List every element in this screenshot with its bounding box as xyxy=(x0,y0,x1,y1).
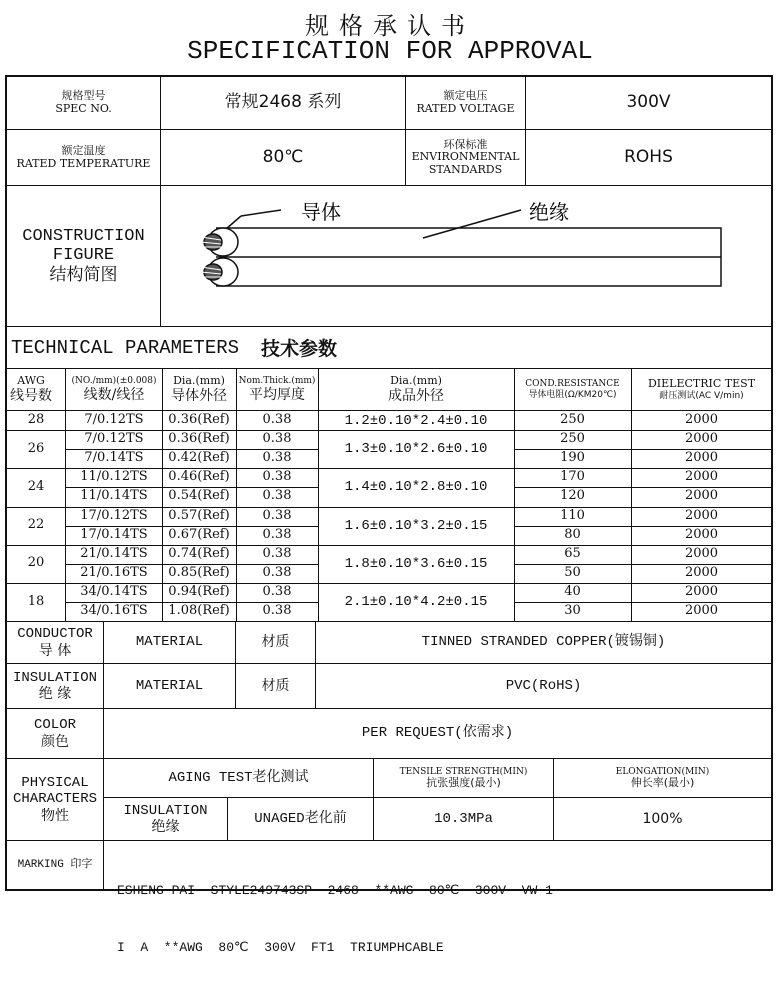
strand-cell: 17/0.14TS xyxy=(80,526,148,542)
dia-cell: 0.85(Ref) xyxy=(168,564,230,580)
color-value: PER REQUEST(依需求) xyxy=(361,725,514,742)
spec-no-value: 常规2468 系列 xyxy=(224,92,342,113)
conductor-material-en: MATERIAL xyxy=(135,634,204,651)
rated-temp-value: 80℃ xyxy=(262,146,304,167)
diel-cell: 2000 xyxy=(684,507,719,523)
spec-sheet xyxy=(5,75,773,955)
outer-diameter-cell: 1.8±0.10*3.6±0.15 xyxy=(344,555,488,572)
thick-cell: 0.38 xyxy=(262,450,292,466)
strand-cell: 34/0.14TS xyxy=(80,583,148,599)
outer-diameter-cell: 1.2±0.10*2.4±0.10 xyxy=(344,412,488,429)
col-dia-header: Dia.(mm) 导体外径 xyxy=(171,374,227,404)
thick-cell: 0.38 xyxy=(262,583,292,599)
diel-cell: 2000 xyxy=(684,450,719,466)
res-cell: 170 xyxy=(560,469,585,485)
col-res-header: COND.RESISTANCE 导体电阻(Ω/KM20℃) xyxy=(525,379,620,400)
conductor-leader-line xyxy=(241,210,281,216)
col-diel-header: DIELECTRIC TEST 耐压测试(AC V/min) xyxy=(647,377,756,401)
conductor-label: 导体 xyxy=(301,200,341,224)
res-cell: 30 xyxy=(564,603,581,619)
dia-cell: 0.54(Ref) xyxy=(168,488,230,504)
elongation-value: 100% xyxy=(642,810,683,827)
res-cell: 65 xyxy=(564,545,581,561)
outer-diameter-cell: 1.4±0.10*2.8±0.10 xyxy=(344,479,488,496)
unaged-label: UNAGED老化前 xyxy=(254,810,347,827)
thick-cell: 0.38 xyxy=(262,412,292,428)
conductor-label-cell: CONDUCTOR 导 体 xyxy=(17,626,93,659)
rated-voltage-value: 300V xyxy=(626,92,671,113)
col-od-header: Dia.(mm) 成品外径 xyxy=(388,374,444,404)
strand-cell: 21/0.14TS xyxy=(80,545,148,561)
strand-cell: 34/0.16TS xyxy=(80,603,148,619)
physical-insulation: INSULATION 绝缘 xyxy=(123,802,208,835)
diel-cell: 2000 xyxy=(684,488,719,504)
awg-cell: 24 xyxy=(27,478,45,494)
cable-diagram xyxy=(161,186,771,326)
insulation-material-en: MATERIAL xyxy=(135,677,204,694)
conductor-value: TINNED STRANDED COPPER(镀锡铜) xyxy=(421,634,666,651)
diel-cell: 2000 xyxy=(684,564,719,580)
strand-cell: 21/0.16TS xyxy=(80,564,148,580)
thick-cell: 0.38 xyxy=(262,488,292,504)
physical-label-cell: PHYSICAL CHARACTERS 物性 xyxy=(12,775,97,824)
env-label: 环保标准 ENVIRONMENTAL STANDARDS xyxy=(411,137,520,176)
diel-cell: 2000 xyxy=(684,431,719,447)
res-cell: 80 xyxy=(564,526,581,542)
dia-cell: 0.36(Ref) xyxy=(168,431,230,447)
dia-cell: 0.94(Ref) xyxy=(168,583,230,599)
outer-diameter-cell: 2.1±0.10*4.2±0.15 xyxy=(344,593,488,610)
strand-cell: 11/0.12TS xyxy=(80,469,148,485)
env-value: ROHS xyxy=(624,146,673,167)
aging-test: AGING TEST老化测试 xyxy=(168,769,309,786)
insulation-material-cn: 材质 xyxy=(261,677,290,694)
col-strand-header: (NO./mm)(±0.008) 线数/线径 xyxy=(71,376,157,403)
strand-cell: 17/0.12TS xyxy=(80,507,148,523)
res-cell: 50 xyxy=(564,564,581,580)
diel-cell: 2000 xyxy=(684,603,719,619)
awg-cell: 26 xyxy=(27,440,45,456)
strand-cell: 7/0.12TS xyxy=(84,431,144,447)
insulation-label: 绝缘 xyxy=(529,200,569,224)
strand-cell: 11/0.14TS xyxy=(80,488,148,504)
diel-cell: 2000 xyxy=(684,526,719,542)
awg-cell: 18 xyxy=(27,593,45,609)
construction-label: CONSTRUCTION FIGURE 结构简图 xyxy=(22,226,145,285)
col-thick-header: Nom.Thick.(mm) 平均厚度 xyxy=(238,376,316,403)
marking-text xyxy=(117,843,767,995)
res-cell: 40 xyxy=(564,583,581,599)
upper-conductor-strand xyxy=(204,234,222,250)
dia-cell: 0.74(Ref) xyxy=(168,545,230,561)
tensile-value: 10.3MPa xyxy=(434,810,493,827)
dia-cell: 0.67(Ref) xyxy=(168,526,230,542)
tensile-header: TENSILE STRENGTH(MIN) 抗张强度(最小) xyxy=(399,766,528,789)
marking-line-2: I A **AWG 80℃ 300V FT1 TRIUMPHCABLE xyxy=(117,940,444,955)
outer-diameter-cell: 1.6±0.10*3.2±0.15 xyxy=(344,517,488,534)
rated-voltage-label: 额定电压 RATED VOLTAGE xyxy=(416,89,515,115)
diel-cell: 2000 xyxy=(684,412,719,428)
insulation-label-cell: INSULATION 绝 缘 xyxy=(12,669,97,702)
elongation-header: ELONGATION(MIN) 伸长率(最小) xyxy=(615,766,710,789)
res-cell: 250 xyxy=(560,412,585,428)
lower-conductor-strand xyxy=(204,264,222,280)
thick-cell: 0.38 xyxy=(262,603,292,619)
conductor-material-cn: 材质 xyxy=(261,634,290,651)
res-cell: 110 xyxy=(560,507,585,523)
dia-cell: 0.36(Ref) xyxy=(168,412,230,428)
spec-no-label: 规格型号 SPEC NO. xyxy=(55,89,112,115)
rated-temp-label: 额定温度 RATED TEMPERATURE xyxy=(16,143,151,170)
dia-cell: 0.57(Ref) xyxy=(168,507,230,523)
thick-cell: 0.38 xyxy=(262,431,292,447)
dia-cell: 0.46(Ref) xyxy=(168,469,230,485)
awg-cell: 22 xyxy=(27,517,45,533)
technical-title: TECHNICAL PARAMETERS 技术参数 xyxy=(11,336,338,360)
color-label-cell: COLOR 颜色 xyxy=(33,717,76,750)
res-cell: 190 xyxy=(560,450,585,466)
marking-label: MARKING 印字 xyxy=(17,858,93,871)
diel-cell: 2000 xyxy=(684,583,719,599)
strand-cell: 7/0.12TS xyxy=(84,412,144,428)
dia-cell: 1.08(Ref) xyxy=(168,603,230,619)
res-cell: 250 xyxy=(560,431,585,447)
diel-cell: 2000 xyxy=(684,545,719,561)
thick-cell: 0.38 xyxy=(262,526,292,542)
title-cn: 规格承认书 xyxy=(305,12,475,40)
title-en: SPECIFICATION FOR APPROVAL xyxy=(187,36,593,66)
diel-cell: 2000 xyxy=(684,469,719,485)
marking-line-1: ESHENG PAI STYLE249743SP 2468 **AWG 80℃ 300V VW-1 xyxy=(117,883,553,898)
thick-cell: 0.38 xyxy=(262,564,292,580)
col-awg-header: AWG 线号数 xyxy=(10,374,52,404)
res-cell: 120 xyxy=(560,488,585,504)
strand-cell: 7/0.14TS xyxy=(84,450,144,466)
insulation-leader-line xyxy=(423,210,521,238)
awg-cell: 20 xyxy=(27,555,45,571)
insulation-value: PVC(RoHS) xyxy=(505,677,582,694)
thick-cell: 0.38 xyxy=(262,507,292,523)
thick-cell: 0.38 xyxy=(262,545,292,561)
awg-cell: 28 xyxy=(27,412,45,428)
dia-cell: 0.42(Ref) xyxy=(168,450,230,466)
outer-diameter-cell: 1.3±0.10*2.6±0.10 xyxy=(344,441,488,458)
thick-cell: 0.38 xyxy=(262,469,292,485)
